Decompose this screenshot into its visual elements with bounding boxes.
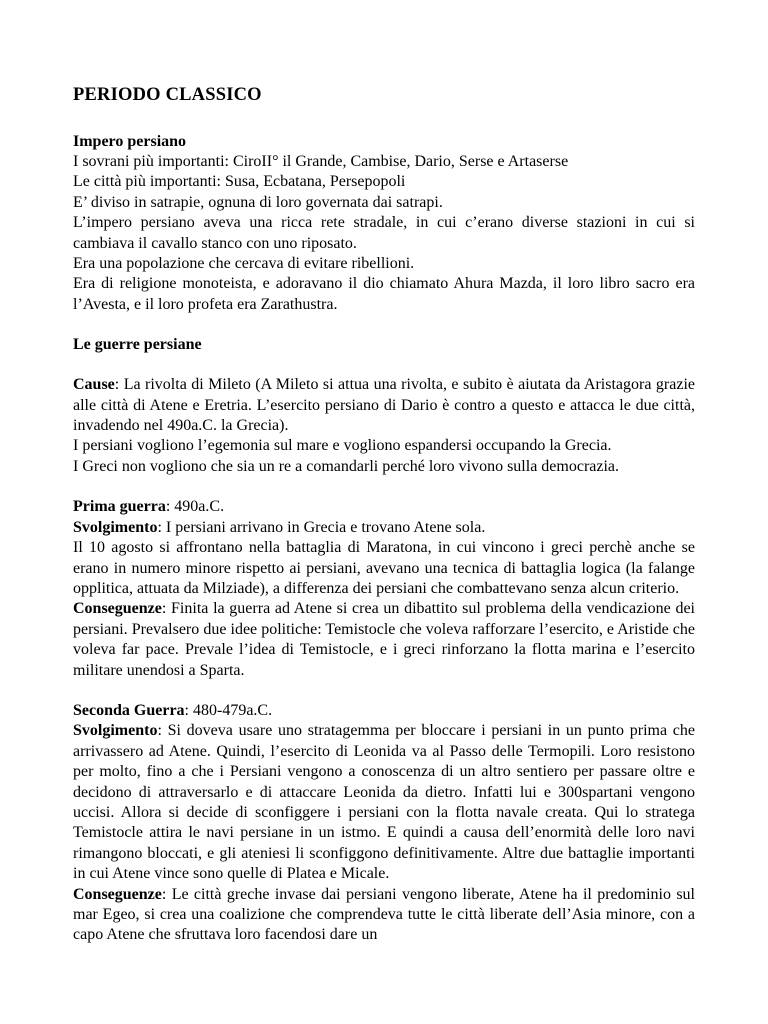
paragraph: I sovrani più importanti: CiroII° il Grande, Cambise, Dario, Serse e Artaserse: [73, 153, 569, 170]
label-cause: Cause: [73, 376, 115, 394]
label-conseguenze: Conseguenze: [73, 600, 162, 618]
label-svolgimento: Svolgimento: [73, 518, 158, 536]
paragraph-conseguenze: [73, 885, 695, 946]
svolgimento-text: : I persiani arrivano in Grecia e trovano Atene sola.: [157, 518, 486, 536]
conseguenze-text: : Finita la guerra ad Atene si crea un dibattito sul problema della vendicazione dei persiani. Prevalsero due idee politiche: Temistocle che voleva rafforzare l’esercito, e Aristide che voleva far pace. Prevale l’idea di Temistocle, e i greci rinforzano la flotta marina e l’esercito militare unendosi a Sparta.: [73, 600, 695, 679]
paragraph-conseguenze: [73, 599, 695, 681]
paragraph: Il 10 agosto si affrontano nella battaglia di Maratona, in cui vincono i greci perchè anche se erano in numero minore rispetto ai persiani, avevano una tecnica di battaglia logica (la falange opplitica, attuata da Milziade), a differenza dei persiani che combattevano senza alcun criterio.: [73, 539, 695, 597]
paragraph-svolgimento: [73, 721, 695, 884]
label-prima-guerra: Prima guerra: [73, 498, 166, 516]
paragraph: I persiani vogliono l’egemonia sul mare e vogliono espandersi occupando la Grecia.: [73, 437, 612, 455]
seconda-date: : 480-479a.C.: [184, 701, 273, 719]
prima-date: : 490a.C.: [165, 498, 225, 516]
label-svolgimento: Svolgimento: [73, 722, 158, 740]
paragraph: Le città più importanti: Susa, Ecbatana, Persepopoli: [73, 173, 406, 191]
paragraph: I Greci non vogliono che sia un re a comandarli perché loro vivono sulla democrazia.: [73, 457, 620, 475]
cause-text: : La rivolta di Mileto (A Mileto si attua una rivolta, e subito è aiutata da Aristagora grazie alle città di Atene e Eretria. L’esercito persiano di Dario è contro a questo e attacca le due città, invadendo nel 490a.C. la Grecia).: [73, 376, 695, 435]
paragraph: Era di religione monoteista, e adoravano il dio chiamato Ahura Mazda, il loro libro sacro era l’Avesta, e il loro profeta era Zarathustra.: [73, 275, 695, 313]
section-heading-impero: Impero persiano: [73, 133, 187, 150]
paragraph-prima-guerra: [73, 497, 695, 517]
svolgimento-text: : Si doveva usare uno stratagemma per bloccare i persiani in un punto prima che arrivassero ad Atene. Quindi, l’esercito di Leonida va al Passo delle Termopili. Loro resistono per molto, fino a che i Persiani vengono a conoscenza di un altro sentiero per passare oltre e decidono di attraversarlo e di attaccare Leonida da dietro. Infatti lui e 300spartani vengono uccisi. Allora si decide di sconfiggere i persiani con la flotta navale creata. Qui lo stratega Temistocle attira le navi persiane in un istmo. E quindi a causa dell’enormità delle loro navi rimangono bloccati, e gli ateniesi li sconfiggono definitivamente. Altre due battaglie importanti in cui Atene vince sono quelle di Platea e Micale.: [73, 722, 695, 883]
label-conseguenze: Conseguenze: [73, 885, 162, 903]
page-title: PERIODO CLASSICO: [73, 85, 262, 105]
paragraph: L’impero persiano aveva una ricca rete stradale, in cui c’erano diverse stazioni in cui si cambiava il cavallo stanco con uno riposato.: [73, 214, 695, 252]
label-seconda-guerra: Seconda Guerra: [73, 701, 185, 719]
paragraph: E’ diviso in satrapie, ognuna di loro governata dai satrapi.: [73, 193, 443, 211]
paragraph: Era una popolazione che cercava di evitare ribellioni.: [73, 255, 415, 273]
paragraph-cause: [73, 375, 695, 436]
paragraph-svolgimento: [73, 518, 695, 538]
paragraph-seconda-guerra: [73, 701, 695, 721]
section-heading-guerre: Le guerre persiane: [73, 336, 202, 354]
conseguenze-text: : Le città greche invase dai persiani vengono liberate, Atene ha il predominio sul mar Egeo, si crea una coalizione che comprendeva tutte le città liberate dell’Asia minore, con a capo Atene che sfruttava loro facendosi dare un: [73, 885, 695, 944]
